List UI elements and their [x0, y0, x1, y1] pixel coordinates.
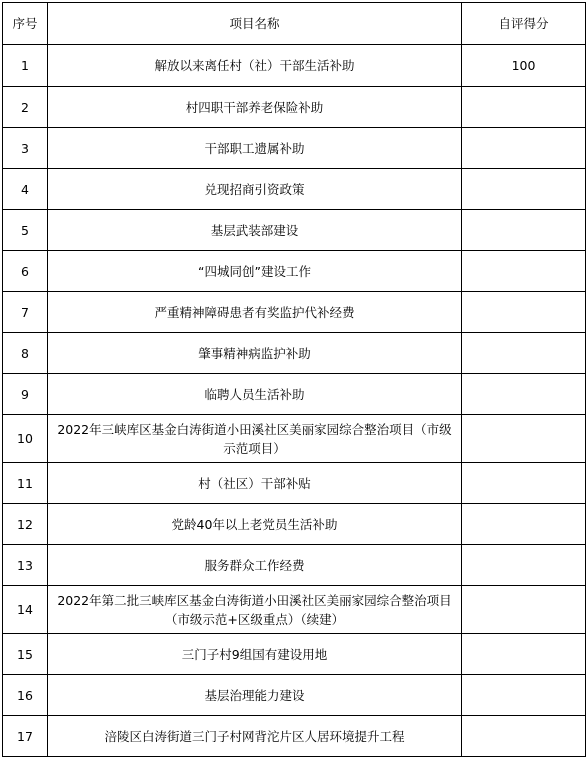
- row-serial-number: 10: [3, 415, 48, 463]
- row-project-name: 村四职干部养老保险补助: [48, 87, 462, 128]
- table-header-row: [3, 3, 586, 45]
- row-self-score: [462, 716, 586, 757]
- row-self-score: [462, 415, 586, 463]
- table-row: [3, 292, 586, 333]
- row-self-score: [462, 251, 586, 292]
- row-project-name: 服务群众工作经费: [48, 545, 462, 586]
- project-score-table: [2, 2, 586, 757]
- row-project-name: 三门子村9组国有建设用地: [48, 634, 462, 675]
- header-project-name: 项目名称: [48, 3, 462, 45]
- row-project-name: 基层武装部建设: [48, 210, 462, 251]
- row-project-name: 临聘人员生活补助: [48, 374, 462, 415]
- row-self-score: 100: [462, 45, 586, 87]
- header-serial-number: 序号: [3, 3, 48, 45]
- row-project-name: 干部职工遗属补助: [48, 128, 462, 169]
- row-project-name: 村（社区）干部补贴: [48, 463, 462, 504]
- row-self-score: [462, 634, 586, 675]
- row-self-score: [462, 463, 586, 504]
- row-self-score: [462, 210, 586, 251]
- row-self-score: [462, 374, 586, 415]
- table-row: [3, 586, 586, 634]
- table-row: [3, 128, 586, 169]
- row-serial-number: 1: [3, 45, 48, 87]
- table-row: [3, 251, 586, 292]
- row-serial-number: 16: [3, 675, 48, 716]
- row-serial-number: 9: [3, 374, 48, 415]
- table-row: [3, 333, 586, 374]
- row-self-score: [462, 169, 586, 210]
- table-row: [3, 374, 586, 415]
- row-self-score: [462, 545, 586, 586]
- row-self-score: [462, 87, 586, 128]
- table-row: [3, 675, 586, 716]
- row-project-name: 涪陵区白涛街道三门子村网背沱片区人居环境提升工程: [48, 716, 462, 757]
- table-row: [3, 504, 586, 545]
- row-self-score: [462, 128, 586, 169]
- row-serial-number: 6: [3, 251, 48, 292]
- row-serial-number: 4: [3, 169, 48, 210]
- row-project-name: 2022年三峡库区基金白涛街道小田溪社区美丽家园综合整治项目（市级示范项目）: [48, 415, 462, 463]
- table-row: [3, 463, 586, 504]
- row-self-score: [462, 504, 586, 545]
- row-serial-number: 3: [3, 128, 48, 169]
- row-serial-number: 13: [3, 545, 48, 586]
- table-row: [3, 545, 586, 586]
- row-project-name: 严重精神障碍患者有奖监护代补经费: [48, 292, 462, 333]
- row-serial-number: 5: [3, 210, 48, 251]
- row-project-name: 党龄40年以上老党员生活补助: [48, 504, 462, 545]
- row-project-name: 2022年第二批三峡库区基金白涛街道小田溪社区美丽家园综合整治项目（市级示范+区级重点）（续建）: [48, 586, 462, 634]
- row-self-score: [462, 292, 586, 333]
- table-row: [3, 45, 586, 87]
- row-project-name: 肇事精神病监护补助: [48, 333, 462, 374]
- row-project-name: 基层治理能力建设: [48, 675, 462, 716]
- row-serial-number: 14: [3, 586, 48, 634]
- table-row: [3, 169, 586, 210]
- header-self-score: 自评得分: [462, 3, 586, 45]
- row-self-score: [462, 586, 586, 634]
- row-serial-number: 7: [3, 292, 48, 333]
- row-serial-number: 17: [3, 716, 48, 757]
- row-project-name: 解放以来离任村（社）干部生活补助: [48, 45, 462, 87]
- row-self-score: [462, 675, 586, 716]
- table-row: [3, 415, 586, 463]
- row-serial-number: 2: [3, 87, 48, 128]
- row-serial-number: 15: [3, 634, 48, 675]
- row-project-name: “四城同创”建设工作: [48, 251, 462, 292]
- row-self-score: [462, 333, 586, 374]
- row-serial-number: 8: [3, 333, 48, 374]
- row-serial-number: 12: [3, 504, 48, 545]
- table-row: [3, 634, 586, 675]
- row-serial-number: 11: [3, 463, 48, 504]
- table-row: [3, 716, 586, 757]
- row-project-name: 兑现招商引资政策: [48, 169, 462, 210]
- table-row: [3, 210, 586, 251]
- table-row: [3, 87, 586, 128]
